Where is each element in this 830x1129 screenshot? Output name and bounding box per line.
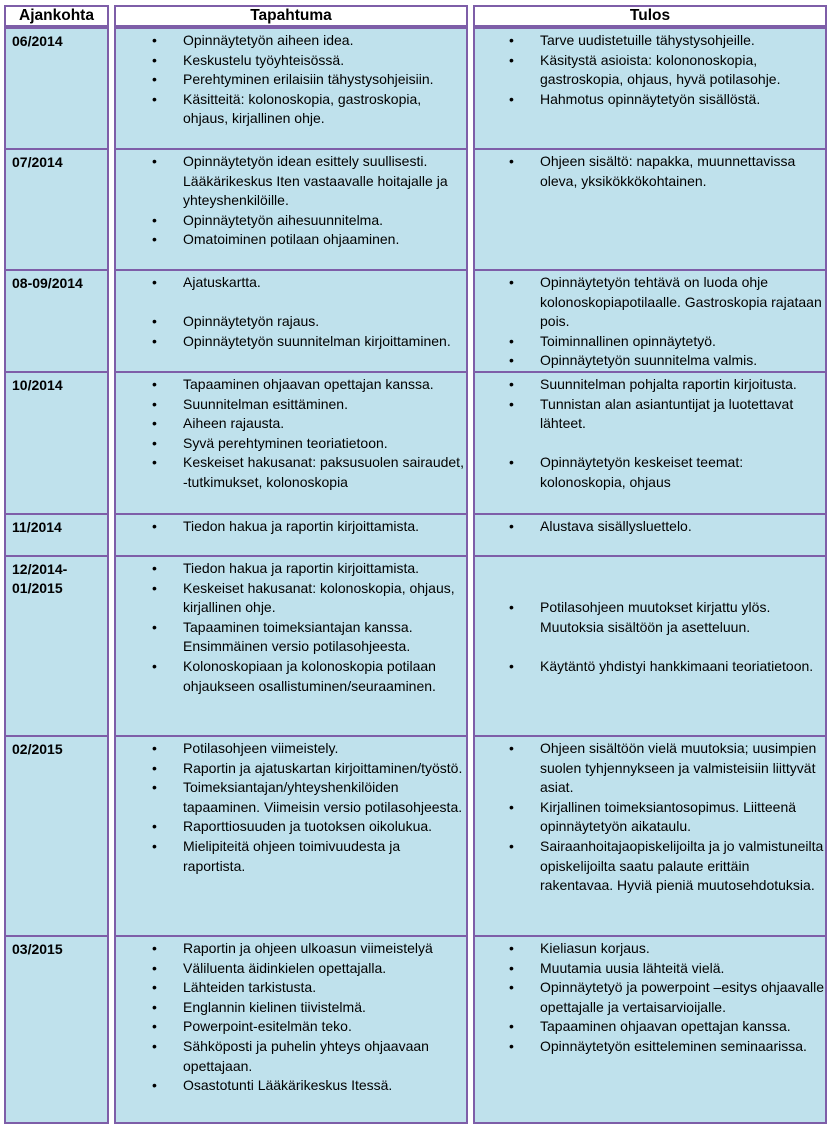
list-item: • Opinnäytetyön suunnitelman kirjoittaminen. — [116, 332, 466, 352]
list-item: • Mielipiteitä ohjeen toimivuudesta ja raportista. — [116, 837, 466, 876]
list-item: • Potilasohjeen viimeistely. — [116, 739, 466, 759]
result-cell-list — [475, 557, 825, 677]
list-item: • Opinnäytetyön rajaus. — [116, 312, 466, 332]
date-cell — [4, 935, 109, 1124]
list-item: • Opinnäytetyön idean esittely suullisesti. Lääkärikeskus Iten vastaavalle hoitajalle ja yhteyshenkilöille. — [116, 152, 466, 211]
date-cell — [4, 555, 109, 737]
event-cell — [114, 269, 468, 373]
event-cell-list — [116, 515, 466, 537]
list-item: • Toimeksiantajan/yhteyshenkilöiden tapaaminen. Viimeisin versio potilasohjeesta. — [116, 778, 466, 817]
date-text: 06/2014 — [12, 33, 63, 49]
list-item: • Opinnäytetyö ja powerpoint –esitys ohjaavalle opettajalle ja vertaisarvioijalle. — [475, 978, 825, 1017]
event-cell-list — [116, 373, 466, 493]
result-cell — [473, 148, 827, 271]
event-cell — [114, 148, 468, 271]
list-item: • Raportin ja ohjeen ulkoasun viimeistelyä — [116, 939, 466, 959]
list-item: • Tapaaminen toimeksiantajan kanssa. Ensimmäinen versio potilasohjeesta. — [116, 618, 466, 657]
list-item: • Lähteiden tarkistusta. — [116, 978, 466, 998]
list-item: • Opinnäytetyön keskeiset teemat: kolonoskopia, ohjaus — [475, 453, 825, 492]
list-item: • Raportin ja ajatuskartan kirjoittaminen/työstö. — [116, 759, 466, 779]
list-item: • Powerpoint-esitelmän teko. — [116, 1017, 466, 1037]
event-cell — [114, 27, 468, 150]
list-item: • Keskeiset hakusanat: kolonoskopia, ohjaus, kirjallinen ohje. — [116, 579, 466, 618]
date-cell — [4, 513, 109, 557]
list-item: • Osastotunti Lääkärikeskus Itessä. — [116, 1076, 466, 1096]
list-item: • Suunnitelman esittäminen. — [116, 395, 466, 415]
result-cell — [473, 735, 827, 937]
list-item: • Tunnistan alan asiantuntijat ja luotettavat lähteet. — [475, 395, 825, 434]
list-item: • Ohjeen sisältöön vielä muutoksia; uusimpien suolen tyhjennykseen ja valmisteisiin liittyvät asiat. — [475, 739, 825, 798]
event-cell — [114, 513, 468, 557]
event-cell-list — [116, 29, 466, 129]
list-item: • Opinnäytetyön suunnitelma valmis. — [475, 351, 825, 371]
list-item: • Muutamia uusia lähteitä vielä. — [475, 959, 825, 979]
event-cell-list — [116, 557, 466, 696]
table-row — [4, 935, 827, 1124]
list-item: • Keskeiset hakusanat: paksusuolen sairaudet, -tutkimukset, kolonoskopia — [116, 453, 466, 492]
list-item: • Sairaanhoitajaopiskelijoilta ja jo valmistuneilta opiskelijoilta saatu palaute erittäin rakentavaa. Hyviä pieniä muutosehdotuksia. — [475, 837, 825, 896]
list-item: • Väliluenta äidinkielen opettajalla. — [116, 959, 466, 979]
result-cell — [473, 555, 827, 737]
list-item: • Käytäntö yhdistyi hankkimaani teoriatietoon. — [475, 657, 825, 677]
date-text: 07/2014 — [12, 154, 63, 170]
list-item: • Keskustelu työyhteisössä. — [116, 51, 466, 71]
result-cell-list — [475, 150, 825, 191]
date-text: 12/2014- 01/2015 — [12, 561, 68, 596]
list-item: • Suunnitelman pohjalta raportin kirjoitusta. — [475, 375, 825, 395]
event-cell-list — [116, 150, 466, 250]
date-cell — [4, 27, 109, 150]
table-row — [4, 555, 827, 737]
result-cell-list — [475, 515, 825, 537]
list-item: • Syvä perehtyminen teoriatietoon. — [116, 434, 466, 454]
date-cell — [4, 148, 109, 271]
list-item: • Kolonoskopiaan ja kolonoskopia potilaan ohjaukseen osallistuminen/seuraaminen. — [116, 657, 466, 696]
date-cell — [4, 269, 109, 373]
list-item: • Kirjallinen toimeksiantosopimus. Liitteenä opinnäytetyön aikataulu. — [475, 798, 825, 837]
list-item: • Ajatuskartta. — [116, 273, 466, 293]
list-item: • Raporttiosuuden ja tuotoksen oikolukua. — [116, 817, 466, 837]
table-row — [4, 513, 827, 557]
event-cell — [114, 371, 468, 515]
result-cell-list — [475, 271, 825, 371]
list-item: • Alustava sisällysluettelo. — [475, 517, 825, 537]
header-ajankohta: Ajankohta — [4, 5, 109, 27]
list-item: • Tapaaminen ohjaavan opettajan kanssa. — [116, 375, 466, 395]
header-tulos: Tulos — [473, 5, 827, 27]
date-cell — [4, 735, 109, 937]
result-cell-list — [475, 937, 825, 1057]
event-cell — [114, 935, 468, 1124]
list-item: • Käsitystä asioista: kolononoskopia, gastroskopia, ohjaus, hyvä potilasohje. — [475, 51, 825, 90]
event-cell-list — [116, 271, 466, 351]
list-item: • Tiedon hakua ja raportin kirjoittamista. — [116, 517, 466, 537]
event-cell — [114, 555, 468, 737]
table-row — [4, 27, 827, 150]
table-row — [4, 269, 827, 373]
date-cell — [4, 371, 109, 515]
list-item: • Kieliasun korjaus. — [475, 939, 825, 959]
date-text: 03/2015 — [12, 941, 63, 957]
list-item: • Ohjeen sisältö: napakka, muunnettavissa oleva, yksikökkökohtainen. — [475, 152, 825, 191]
date-text: 02/2015 — [12, 741, 63, 757]
list-item: • Tarve uudistetuille tähystysohjeille. — [475, 31, 825, 51]
result-cell-list — [475, 373, 825, 493]
table-row — [4, 148, 827, 271]
list-item: • Käsitteitä: kolonoskopia, gastroskopia, ohjaus, kirjallinen ohje. — [116, 90, 466, 129]
result-cell — [473, 371, 827, 515]
list-item: • Omatoiminen potilaan ohjaaminen. — [116, 230, 466, 250]
list-item: • Perehtyminen erilaisiin tähystysohjeisiin. — [116, 70, 466, 90]
list-item: • Toiminnallinen opinnäytetyö. — [475, 332, 825, 352]
table-row — [4, 735, 827, 937]
list-item: • Tapaaminen ohjaavan opettajan kanssa. — [475, 1017, 825, 1037]
list-item: • Opinnäytetyön esitteleminen seminaarissa. — [475, 1037, 825, 1057]
list-item: • Potilasohjeen muutokset kirjattu ylös. Muutoksia sisältöön ja asetteluun. — [475, 598, 825, 637]
header-tapahtuma: Tapahtuma — [114, 5, 468, 27]
event-cell — [114, 735, 468, 937]
result-cell — [473, 27, 827, 150]
list-item: • Opinnäytetyön aihesuunnitelma. — [116, 211, 466, 231]
list-item: • Hahmotus opinnäytetyön sisällöstä. — [475, 90, 825, 110]
date-text: 08-09/2014 — [12, 275, 83, 291]
result-cell-list — [475, 737, 825, 896]
result-cell — [473, 513, 827, 557]
event-cell-list — [116, 737, 466, 876]
list-item: • Opinnäytetyön aiheen idea. — [116, 31, 466, 51]
date-text: 10/2014 — [12, 377, 63, 393]
list-item: • Tiedon hakua ja raportin kirjoittamista. — [116, 559, 466, 579]
event-cell-list — [116, 937, 466, 1096]
table-row — [4, 371, 827, 515]
list-item: • Sähköposti ja puhelin yhteys ohjaavaan opettajaan. — [116, 1037, 466, 1076]
list-item: • Opinnäytetyön tehtävä on luoda ohje kolonoskopiapotilaalle. Gastroskopia rajataan pois. — [475, 273, 825, 332]
result-cell-list — [475, 29, 825, 109]
date-text: 11/2014 — [12, 519, 62, 535]
list-item: • Aiheen rajausta. — [116, 414, 466, 434]
list-item: • Englannin kielinen tiivistelmä. — [116, 998, 466, 1018]
result-cell — [473, 269, 827, 373]
result-cell — [473, 935, 827, 1124]
